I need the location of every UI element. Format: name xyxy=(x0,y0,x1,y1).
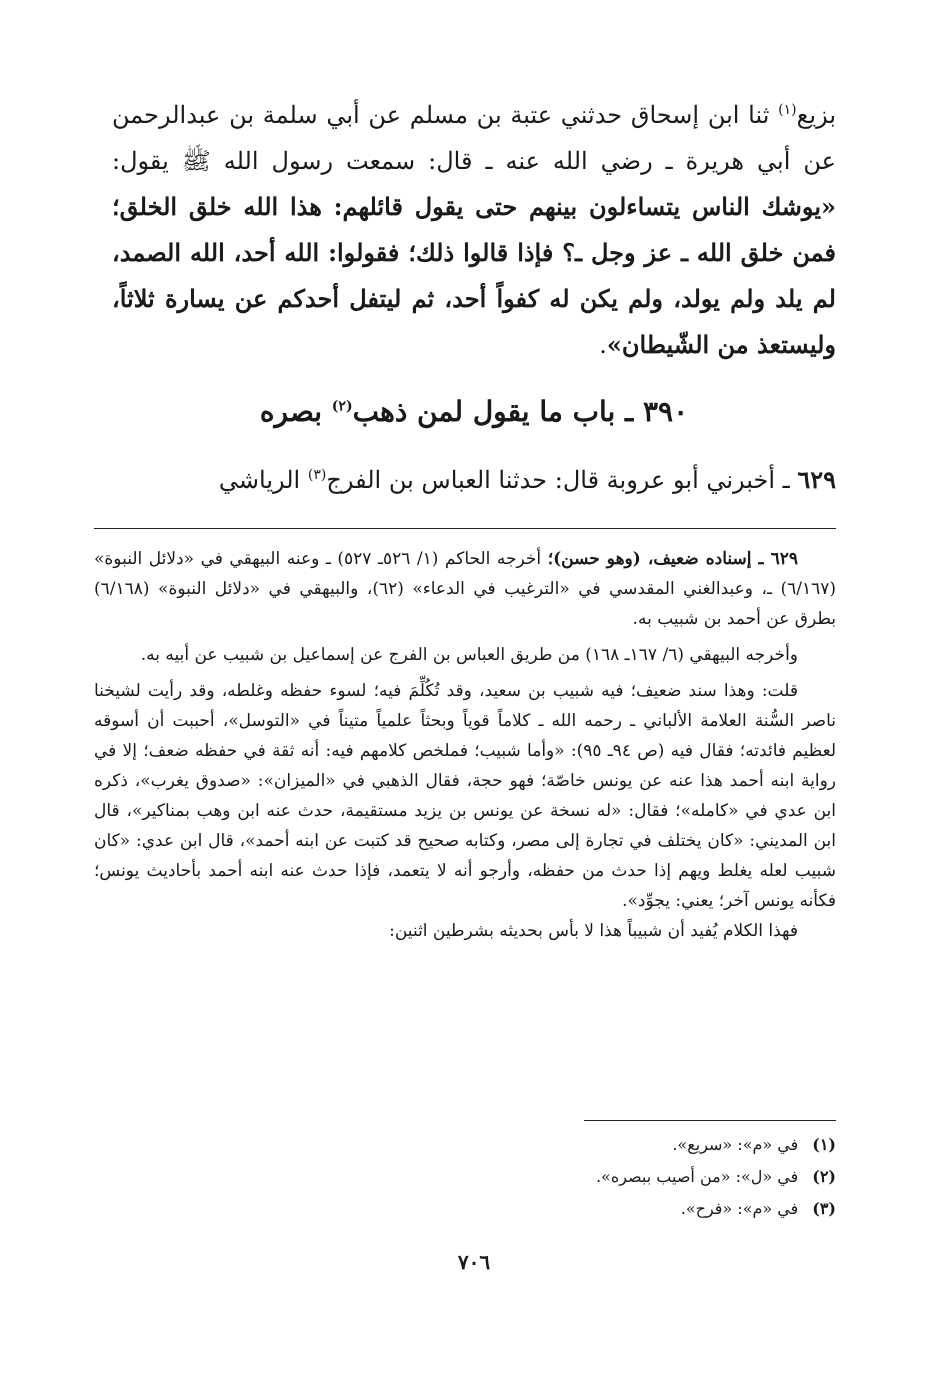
footnote-ref-1: (١) xyxy=(778,102,797,118)
footnote-2 xyxy=(400,1163,836,1191)
footnote-text: في «م»: «سريع». xyxy=(672,1135,799,1154)
commentary-takhrij xyxy=(94,544,836,634)
hadith-intro-end: الرياشي xyxy=(218,466,308,494)
footnote-text: في «ل»: «من أصيب ببصره». xyxy=(595,1167,799,1186)
footnote-number: (١) xyxy=(812,1135,836,1154)
commentary-grading: ـ إسناده ضعيف، (وهو حسن)؛ xyxy=(547,549,771,569)
main-text-end: . xyxy=(599,331,607,359)
hadith-number: ٦٢٩ xyxy=(797,465,836,494)
main-text-paragraph xyxy=(112,92,836,368)
hadith-intro-line xyxy=(112,460,836,500)
main-text-hadith-matn: «يوشك الناس يتساءلون بينهم حتى يقول قائلهم: هذا الله خلق الخلق؛ فمن خلق الله ـ عز وجل ـ؟ فإذا قالوا ذلك؛ فقولوا: الله أحد، الله الصمد، لم يلد ولم يولد، ولم يكن له كفواً أحد، ثم ليتفل أحدكم عن يسارة ثلاثاً، وليستعذ من الشّيطان» xyxy=(112,192,836,359)
main-text-isnad: ثنا ابن إسحاق حدثني عتبة بن مسلم عن أبي سلمة بن عبدالرحمن عن أبي هريرة ـ رضي الله عنه ـ قال: سمعت رسول الله ﷺ يقول: xyxy=(112,101,836,175)
commentary-paragraph-4: فهذا الكلام يُفيد أن شبيباً هذا لا بأس بحديثه بشرطين اثنين: xyxy=(389,921,798,941)
commentary-section xyxy=(94,544,836,946)
commentary-divider xyxy=(94,528,836,529)
footnote-ref-3: (٣) xyxy=(307,467,327,483)
chapter-heading-end: بصره xyxy=(259,395,332,428)
hadith-intro-text: ـ أخبرني أبو عروبة قال: حدثنا العباس بن الفرج xyxy=(326,466,798,494)
footnote-3 xyxy=(400,1195,836,1223)
chapter-heading-text: ٣٩٠ ـ باب ما يقول لمن ذهب xyxy=(352,395,689,428)
footnote-text: في «م»: «فرح». xyxy=(680,1199,799,1218)
footnote-ref-2: (٢) xyxy=(331,398,353,415)
chapter-heading xyxy=(112,392,836,432)
footnote-1 xyxy=(400,1131,836,1159)
main-text-start: بزيع xyxy=(796,101,836,129)
footnotes-divider xyxy=(584,1120,836,1121)
commentary-takhrij-text: أخرجه الحاكم (١/ ٥٢٦ـ ٥٢٧) ـ وعنه البيهقي في «دلائل النبوة» (٦/١٦٧) ـ، وعبدالغني المقدسي في «الترغيب في الدعاء» (٦٢)، والبيهقي في «دلائل النبوة» (٦/١٦٨) بطرق عن أحمد بن شبيب به. xyxy=(94,549,836,629)
footnote-number: (٢) xyxy=(812,1167,836,1186)
page-number: ٧٠٦ xyxy=(457,1250,491,1274)
commentary-paragraph-3: قلت: وهذا سند ضعيف؛ فيه شبيب بن سعيد، وقد تُكُلِّمَ فيه؛ لسوء حفظه وغلطه، وقد رأيت لشيخنا ناصر السُّنة العلامة الألباني ـ رحمه الله ـ كلاماً قوياً وبحثاً علمياً متيناً في «التوسل»، أحببت أن أسوقه لعظيم فائدته؛ فقال فيه (ص ٩٤ـ ٩٥): «وأما شبيب؛ فملخص كلامهم فيه: أنه ثقة في حفظه ضعف؛ إلا في رواية ابنه أحمد هذا عنه عن يونس خاصّة؛ فهو حجة، فقال الذهبي في «الميزان»: «صدوق يغرب»، ذكره ابن عدي في «كامله»؛ فقال: «له نسخة عن يونس بن يزيد مستقيمة، حدث عنه ابن وهب بمناكير»، قال ابن المديني: «كان يختلف في تجارة إلى مصر، وكتابه صحيح قد كتبت عن ابنه أحمد»، قال ابن عدي: «كان شبيب لعله يغلط ويهم إذا حدث من حفظه، وأرجو أنه لا يتعمد، فإذا حدث عنه ابنه أحمد بأحاديث يونس؛ فكأنه يونس آخر؛ يعني: يجوِّد». xyxy=(94,681,837,911)
commentary-paragraph-2: وأخرجه البيهقي (٦/ ١٦٧ـ ١٦٨) من طريق العباس بن الفرج عن إسماعيل بن شبيب عن أبيه به. xyxy=(140,645,798,665)
footnote-number: (٣) xyxy=(812,1199,836,1218)
commentary-hadith-number: ٦٢٩ xyxy=(770,549,798,569)
